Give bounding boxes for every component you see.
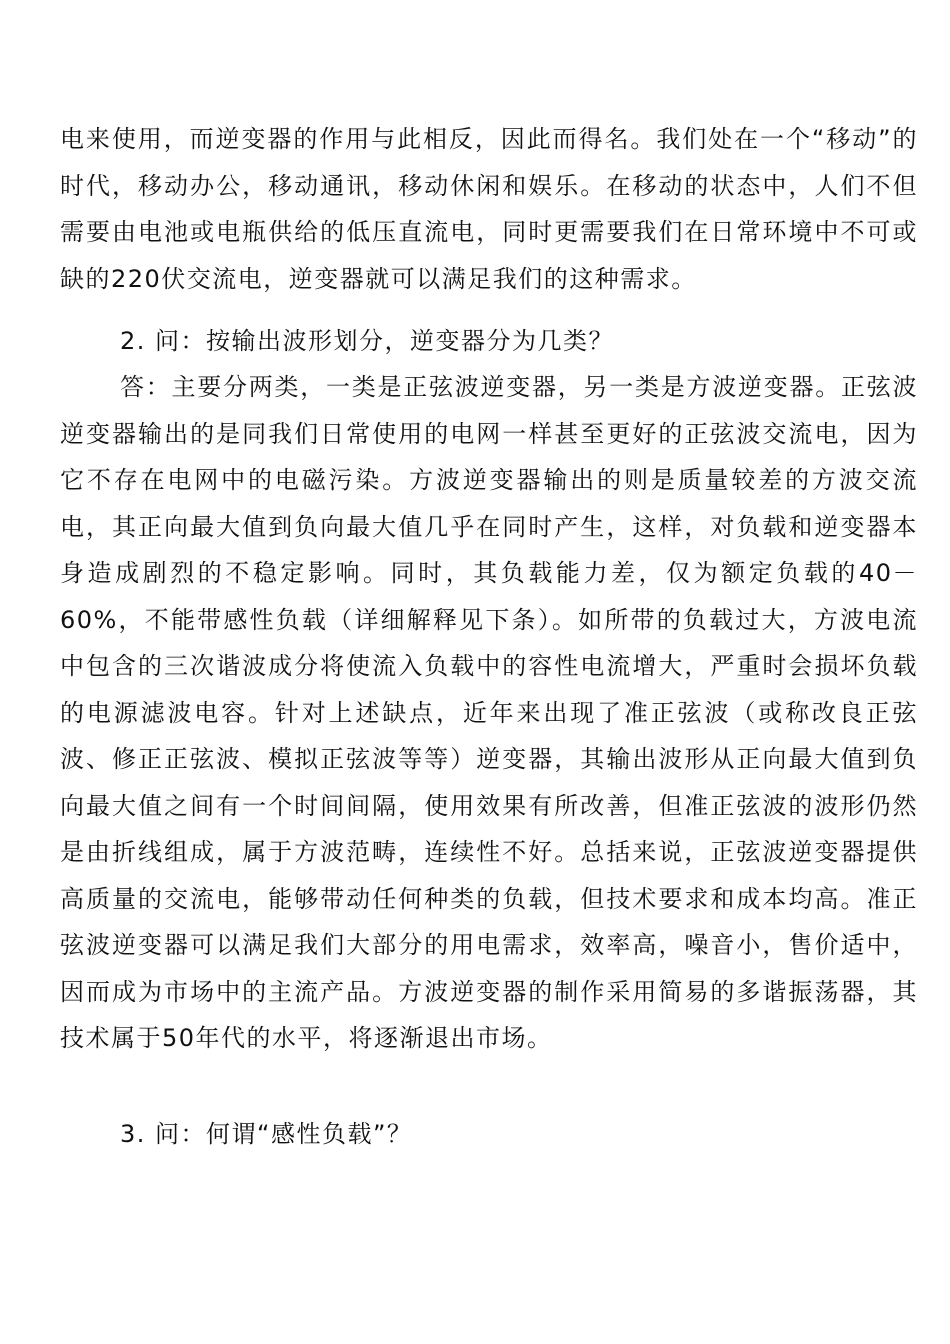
paragraph-intro: 电来使用，而逆变器的作用与此相反，因此而得名。我们处在一个“移动”的时代，移动办公，移动通讯，移动休闲和娱乐。在移动的状态中，人们不但需要由电池或电瓶供给的低压直流电，同时更需要我们在日常环境中不可或缺的220伏交流电，逆变器就可以满足我们的这种需求。: [60, 125, 918, 293]
question-2: 2. 问：按输出波形划分，逆变器分为几类？: [120, 327, 615, 355]
answer-2: 答：主要分两类，一类是正弦波逆变器，另一类是方波逆变器。正弦波逆变器输出的是同我们日常使用的电网一样甚至更好的正弦波交流电，因为它不存在电网中的电磁污染。方波逆变器输出的则是质量较差的方波交流电，其正向最大值到负向最大值几乎在同时产生，这样，对负载和逆变器本身造成剧烈的不稳定影响。同时，其负载能力差，仅为额定负载的40－60%，不能带感性负载（详细解释见下条）。如所带的负载过大，方波电流中包含的三次谐波成分将使流入负载中的容性电流增大，严重时会损坏负载的电源滤波电容。针对上述缺点，近年来出现了准正弦波（或称改良正弦波、修正正弦波、模拟正弦波等等）逆变器，其输出波形从正向最大值到负向最大值之间有一个时间间隔，使用效果有所改善，但准正弦波的波形仍然是由折线组成，属于方波范畴，连续性不好。总括来说，正弦波逆变器提供高质量的交流电，能够带动任何种类的负载，但技术要求和成本均高。准正弦波逆变器可以满足我们大部分的用电需求，效率高，噪音小，售价适中，因而成为市场中的主流产品。方波逆变器的制作采用简易的多谐振荡器，其技术属于50年代的水平，将逐渐退出市场。: [60, 373, 918, 1052]
question-3: 3. 问：何谓“感性负载”？: [120, 1120, 413, 1148]
